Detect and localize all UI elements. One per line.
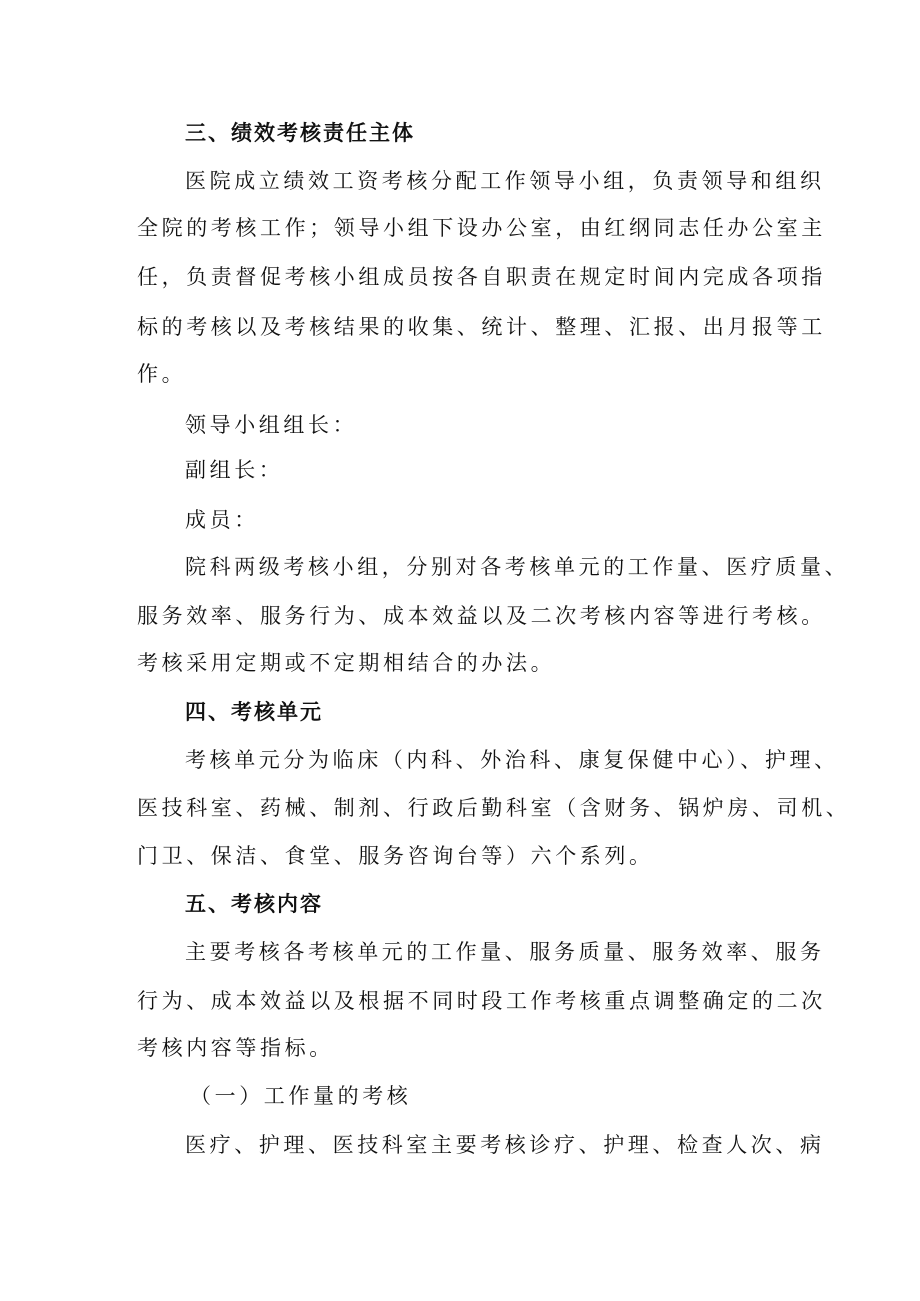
deputy-label: 副组长： [185,458,284,482]
section3-heading: 三、绩效考核责任主体 [185,121,415,145]
section4-heading: 四、考核单元 [185,700,323,724]
section4-para-line1: 考核单元分为临床（内科、外治科、康复保健中心）、护理、 [185,748,839,772]
section3-para1-line3: 任，负责督促考核小组成员按各自职责在规定时间内完成各项指 [137,265,826,289]
section3-para1-line4: 标的考核以及考核结果的收集、统计、整理、汇报、出月报等工 [137,315,826,339]
section3-para1-line2: 全院的考核工作；领导小组下设办公室，由红纲同志任办公室主 [137,216,826,240]
section4-para-line3: 门卫、保洁、食堂、服务咨询台等）六个系列。 [137,844,654,868]
section5-para-line1: 主要考核各考核单元的工作量、服务质量、服务效率、服务 [185,940,825,964]
section3-para2-line2: 服务效率、服务行为、成本效益以及二次考核内容等进行考核。 [137,604,826,628]
section5-para-line2: 行为、成本效益以及根据不同时段工作考核重点调整确定的二次 [137,989,826,1013]
section4-para-line2: 医技科室、药械、制剂、行政后勤科室（含财务、锅炉房、司机、 [137,796,851,820]
leader-label: 领导小组组长： [185,413,358,437]
section3-para1-line5: 作。 [137,362,187,386]
section3-para1-line1: 医院成立绩效工资考核分配工作领导小组，负责领导和组织 [185,169,825,193]
section5-heading: 五、考核内容 [185,892,323,916]
members-label: 成员： [185,508,259,532]
section3-para2-line1: 院科两级考核小组，分别对各考核单元的工作量、医疗质量、 [185,555,850,579]
section3-para2-line3: 考核采用定期或不定期相结合的办法。 [137,651,556,675]
section5-sub1-para-line1: 医疗、护理、医技科室主要考核诊疗、护理、检查人次、病 [185,1133,825,1157]
section5-para-line3: 考核内容等指标。 [137,1036,334,1060]
section5-sub1-heading: （一）工作量的考核 [190,1084,412,1108]
